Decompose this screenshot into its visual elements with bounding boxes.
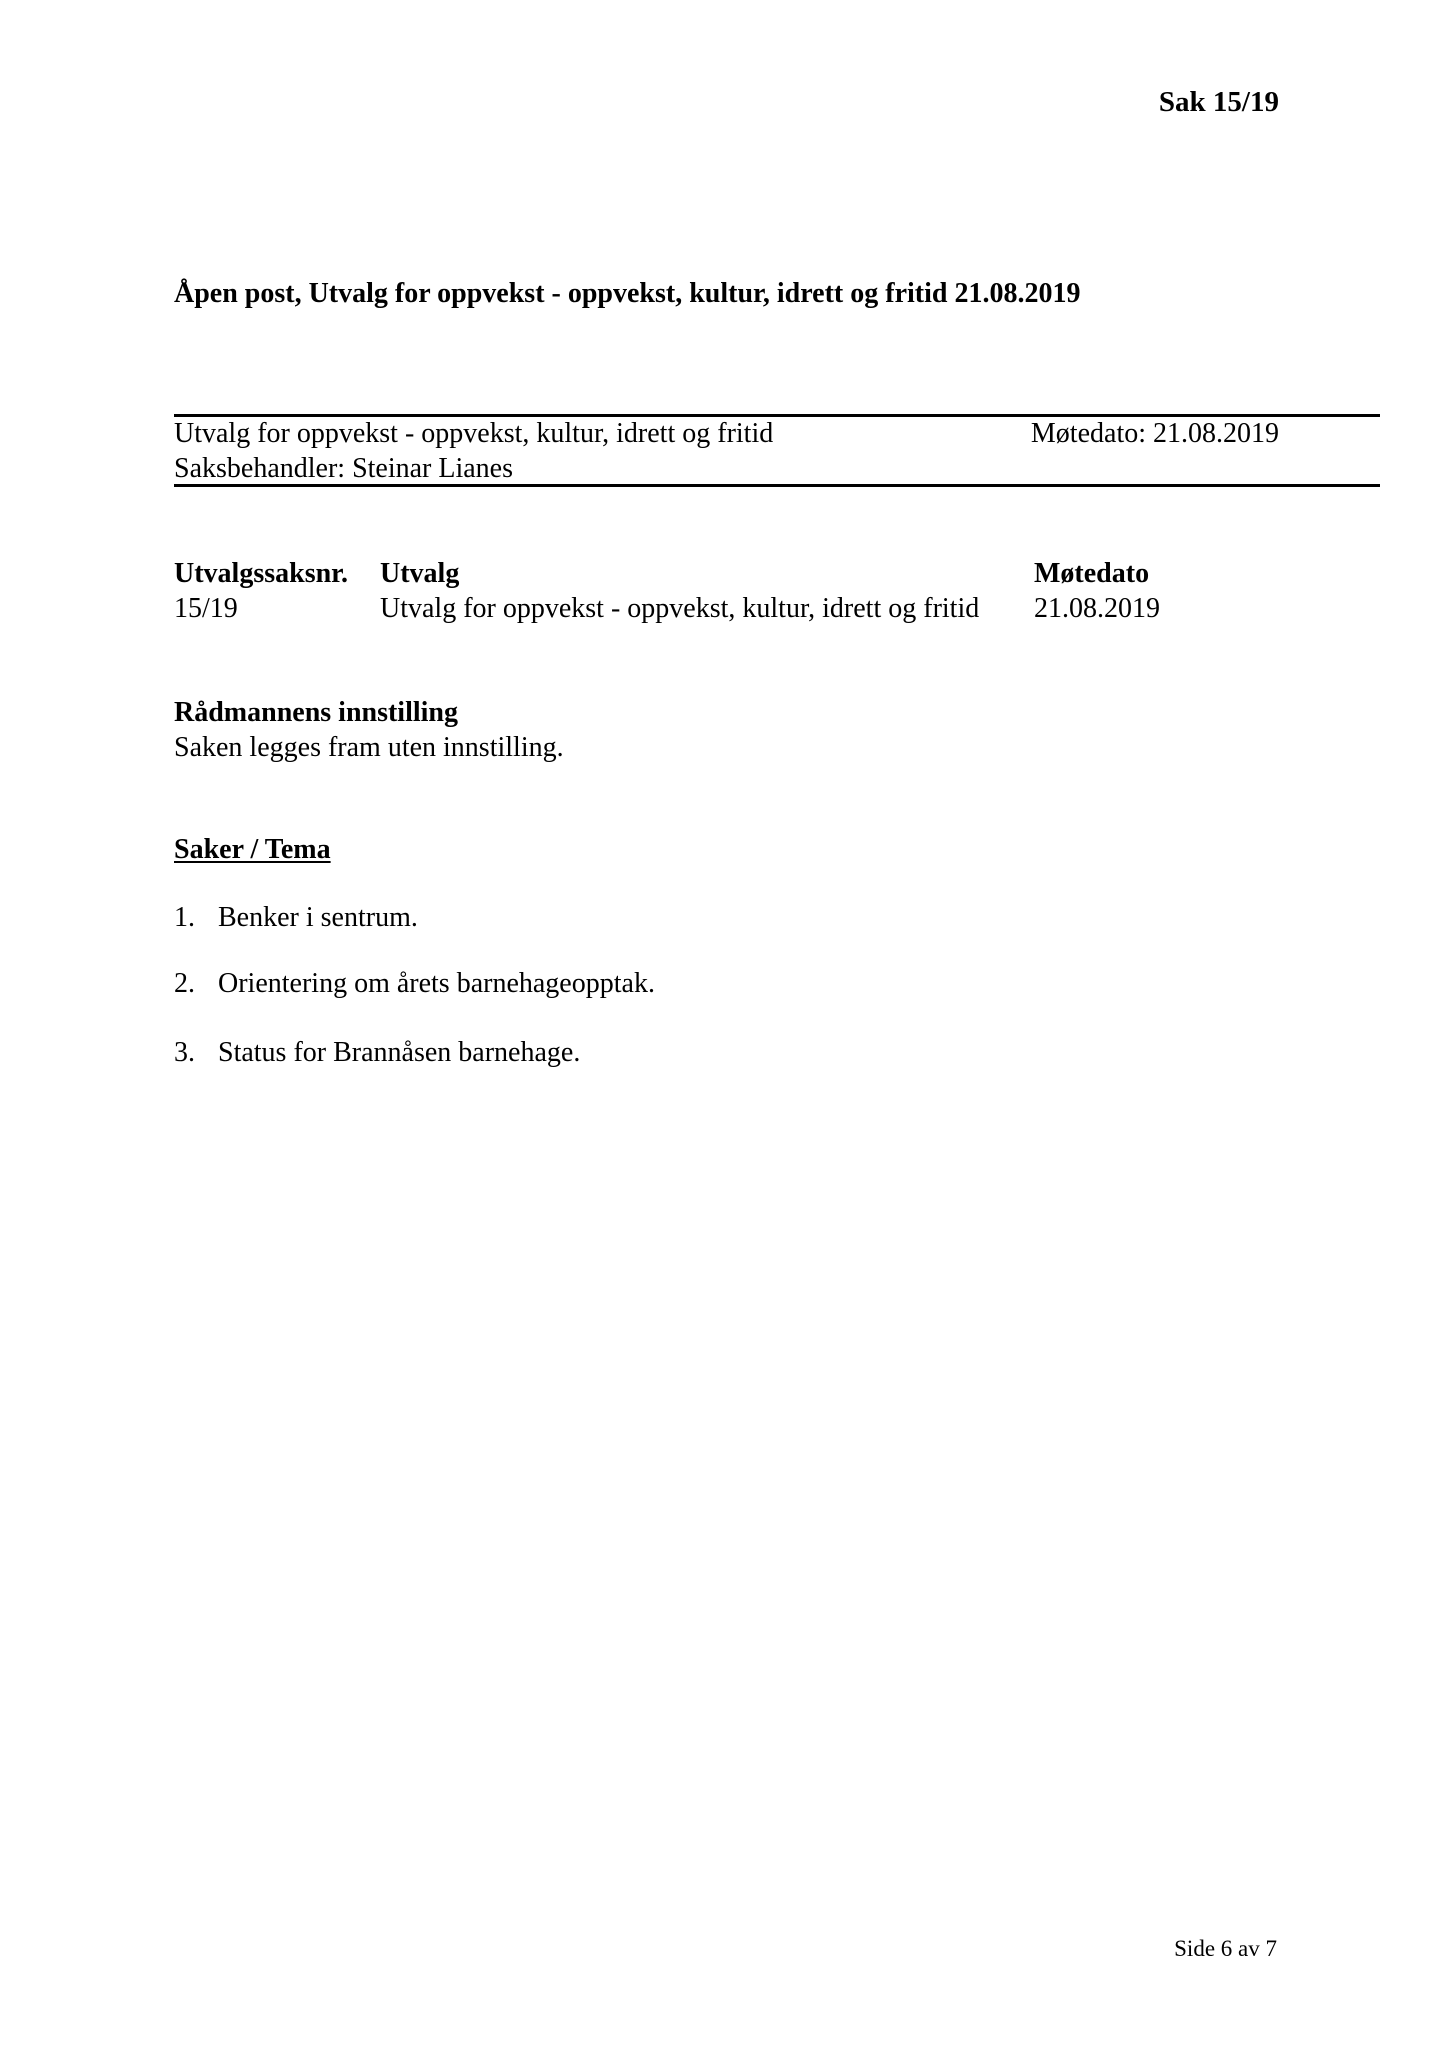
list-item [174,968,655,1000]
list-item-text: Status for Brannåsen barnehage. [218,1037,581,1068]
list-item-text: Benker i sentrum. [218,902,418,933]
header-committee: Utvalg for oppvekst - oppvekst, kultur, idrett og fritid [174,418,774,449]
case-number: Sak 15/19 [1158,86,1279,118]
header-case-officer: Saksbehandler: Steinar Lianes [174,453,514,484]
list-item-number: 3. [174,1037,195,1068]
list-item-number: 2. [174,968,195,999]
recommendation-text: Saken legges fram uten innstilling. [174,732,564,763]
recommendation-heading: Rådmannens innstilling [174,697,458,728]
list-item [174,902,418,934]
topics-heading: Saker / Tema [174,834,331,865]
column-header-committee: Utvalg [380,558,460,589]
list-item [174,1037,580,1069]
header-bottom-rule [174,484,1380,487]
list-item-text: Orientering om årets barnehageopptak. [218,968,655,999]
page-number-footer: Side 6 av 7 [1174,1936,1277,1961]
header-meeting-date: Møtedato: 21.08.2019 [1030,418,1279,449]
list-item-number: 1. [174,902,195,933]
column-header-case-number: Utvalgssaksnr. [174,558,349,589]
header-top-rule [174,414,1380,417]
cell-case-number: 15/19 [174,593,238,624]
cell-committee: Utvalg for oppvekst - oppvekst, kultur, idrett og fritid [380,593,980,624]
cell-meeting-date: 21.08.2019 [1034,593,1160,624]
column-header-meeting-date: Møtedato [1034,558,1150,589]
document-title: Åpen post, Utvalg for oppvekst - oppvekst, kultur, idrett og fritid 21.08.2019 [174,278,1081,309]
